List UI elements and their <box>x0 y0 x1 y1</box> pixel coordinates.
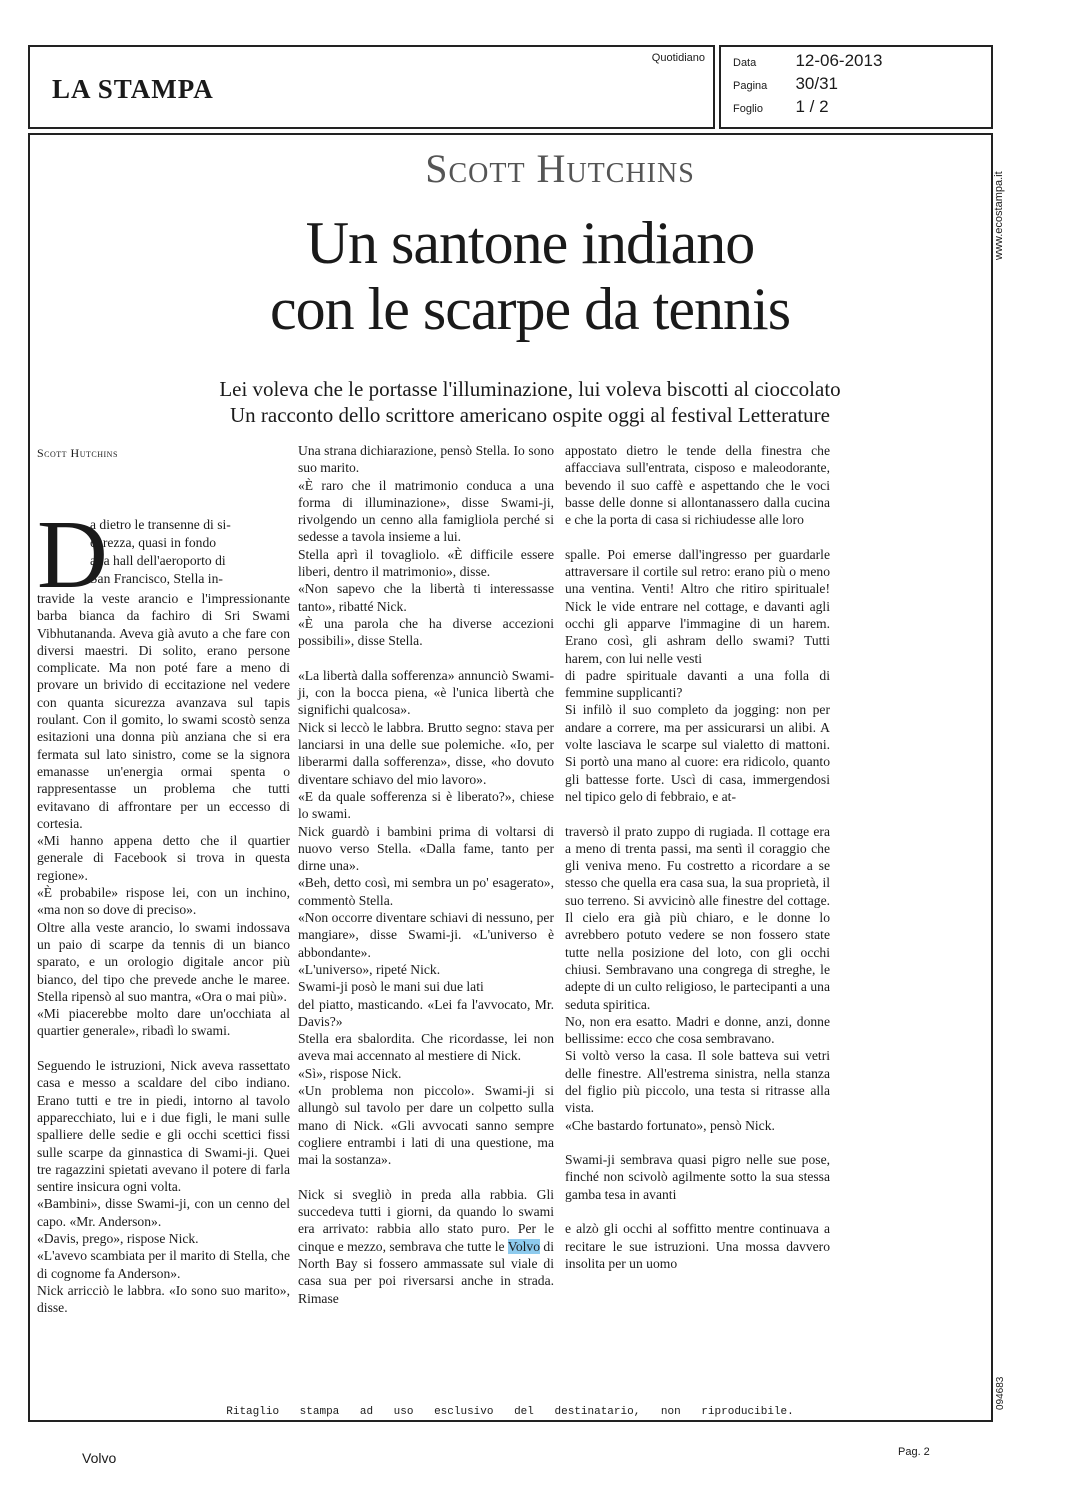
headline <box>30 210 1030 342</box>
date-value: 12-06-2013 <box>795 51 883 70</box>
sheet-label: Foglio <box>733 103 763 115</box>
dropcap-line-2: curezza, quasi in fondo <box>90 535 217 550</box>
article-column-3: appostato dietro le tende della finestra che affacciava sull'entrata, cisposo e maleodorante, bevendo il suo caffè e aspettando che le voci basse delle donne si allontanassero dalla cucina e che la porta di casa si richiudesse alle loro spalle. Poi emerse dall'ingresso per guardarle attraversare il cortile sul retro: erano più o meno una ventina. Venti! Altro che ritiro spirituale! Nick le vide entrare nel cottage, e davanti agli occhi gli apparve l'immagine di un harem. Erano così, gli ashram dello swami? Tutti harem, con lui nelle vesti di padre spirituale davanti a una folla di femmine supplicanti? Si infilò il suo completo da jogging: non per andare a correre, ma per assicurarsi un alibi. A volte lasciava le scarpe sul vialetto di mattoni. Si portò una mano al cuore: era ridicolo, quanto gli battesse forte. Uscì di casa, immergendosi nel tipico gelo di febbraio, e at- traversò il prato zuppo di rugiada. Il cottage era a meno di trenta passi, ma sentì il coraggio che gli veniva meno. Fu costretto a ricordare a se stesso che quella era casa sua, la sua proprietà, il suo terreno. Si avvicinò alle finestre del cottage. Il cielo era già più chiaro, e le donne lo avrebbero potuto vedere se non fossero state tutte nella posizione del loto, con gli occhi chiusi. Sembravano una congrega di streghe, le adepte di un culto religioso, le partecipanti a una seduta spiritica. No, non era esatto. Madri e donne, anzi, donne bellissime: ecco che cosa sembravano. Si voltò verso la casa. Il sole batteva sui vetri delle finestre. All'estrema sinistra, nella stanza del figlio più piccolo, una testa si ritrasse alla vista. «Che bastardo fortunato», pensò Nick. Swami-ji sembrava quasi pigro nelle sue pose, finché non scivolò agilmente sotto la sua stessa gamba tesa in avanti e alzò gli occhi al soffitto mentre continuava a recitare le sue istruzioni. Una mossa davvero insolita per un uomo <box>565 443 830 1271</box>
sheet-value: 1 / 2 <box>795 97 829 116</box>
column-2-text: Una strana dichiarazione, pensò Stella. Io sono suo marito. «È raro che il matrimonio conduca a una forma di illuminazione», disse Swami-ji, rivolgendo un cenno alla famigliola perché si sedesse a tavola insieme a lui. Stella aprì il tovagliolo. «È difficile essere liberi, dentro il matrimonio», disse. «Non sapevo che la libertà ti interessasse tanto», ribatté Nick. «È una parola che ha diverse accezioni possibili», disse Stella. «La libertà dalla sofferenza» annunciò Swami-ji, con la bocca piena, «è l'unica libertà che significhi qualcosa». Nick si leccò le labbra. Brutto segno: stava per lanciarsi in una delle sue polemiche. «Io, per liberarmi dalla sofferenza», disse, «ho dovuto diventare schiavo del mio lavoro». «E da quale sofferenza si è liberato?», chiese lo swami. Nick guardò i bambini prima di voltarsi di nuovo verso Stella. «Dalla fame, tanto per dirne una». «Beh, detto così, mi sembra un po' esagerato», commentò Stella. «Non occorre diventare schiavi di nessuno, per mangiare», disse Swami-ji. «L'universo è abbondante». «L'universo», ripeté Nick. Swami-ji posò le mani sui due lati del piatto, masticando. «Lei fa l'avvocato, Mr. Davis?» Stella era sbalordita. Che ricordasse, lei non aveva mai accennato al mestiere di Nick. «Sì», rispose Nick. «Un problema non piccolo». Swami-ji si allungò sul tavolo per dare un colpetto sulla mano di Nick. «Gli avvocati sanno sempre cogliere entrambi i lati di una questione, ma mai la sostanza». Nick si svegliò in preda alla rabbia. Gli succedeva tutti i giorni, da quando lo swami era arrivato: rabbia allo stato puro. Per le cinque e mezzo, sembrava che tutte le <box>298 443 554 1254</box>
brand-highlight: Volvo <box>507 1238 540 1254</box>
clipping-notice: Ritaglio stampa ad uso esclusivo del destinatario, non riproducibile. <box>226 1406 794 1418</box>
dropcap-line-3: alla hall dell'aeroporto di <box>90 553 226 568</box>
sheet-row <box>733 97 829 117</box>
subheadline <box>30 376 1030 428</box>
drop-cap-letter: D <box>37 501 108 609</box>
clip-code-vertical <box>990 1360 1014 1410</box>
metadata-box <box>719 45 993 129</box>
byline: Scott Hutchins <box>37 446 118 460</box>
dropcap-line-1: a dietro le transenne di si- <box>90 517 231 532</box>
page-value: 30/31 <box>795 74 838 93</box>
footer-page-number: Pag. 2 <box>898 1446 930 1458</box>
date-label: Data <box>733 57 757 69</box>
dropcap-line-4: San Francisco, Stella in- <box>90 571 223 586</box>
headline-line-2: con le scarpe da tennis <box>269 276 791 342</box>
page-label: Pagina <box>733 80 768 92</box>
author-heading: Scott Hutchins <box>425 146 695 191</box>
date-row <box>733 51 882 71</box>
article-column-1: travide la veste arancio e l'impressionante barba bianca da fachiro di Sri Swami Vibhutananda. Aveva già avuto a che fare con diversi maestri. Di solito, erano persone complicate. Ma non poté fare a meno di provare un brivido di eccitazione nel vedere con quanta sicurezza avanzava sul tapis roulant. Con il gomito, lo swami scostò senza esitazioni una donna più anziana che si era fermata sul lato sinistro, come se la signora emanasse un'energia ormai spenta o rappresentasse un problema che tutti evitavano di affrontare per un eccesso di cortesia. «Mi hanno appena detto che il quartier generale di Facebook si trova in questa regione». «È probabile» rispose lei, con un inchino, «ma non so dove di preciso». Oltre alla veste arancio, lo swami indossava un paio di scarpe da tennis di un bianco sparato, e un orologio digitale ancor più bianco, del tipo che prevede anche le maree. Stella ripensò al suo mantra, «Ora o mai più». «Mi piacerebbe molto dare un'occhiata al quartier generale», ribadì lo swami. Seguendo le istruzioni, Nick aveva rassettato casa e messo a scaldare del cibo indiano. Erano tutti e tre in piedi, intorno al tavolo apparecchiato, lui e i due figli, le mani sulle spalliere delle sedie e gli occhi scettici fissi sulle scarpe da ginnastica di Swami-ji. Quei tre ragazzini spietati avevano il potere di farla sentire insicura ogni volta. «Bambini», disse Swami-ji, con un cenno del capo. «Mr. Anderson». «Davis, prego», rispose Nick. «L'avevo scambiata per il marito di Stella, che di cognome fa Anderson». Nick arricciò le labbra. «Io sono suo marito», disse. <box>37 591 290 1316</box>
page-row <box>733 74 838 94</box>
clip-code-text: 094683 <box>995 1376 1006 1410</box>
headline-line-1: Un santone indiano <box>305 210 755 276</box>
website-text: www.ecostampa.it <box>993 171 1005 260</box>
footer-brand: Volvo <box>82 1450 117 1466</box>
subhead-line-2: Un racconto dello scrittore americano ospite oggi al festival Letterature <box>229 403 830 427</box>
drop-cap <box>37 501 108 609</box>
column-2-text-end: di North Bay si fossero ammassate sul viale di casa sua per poi riversarsi anche in strada. Rimase <box>298 1238 554 1306</box>
publication-type: Quotidiano <box>651 52 705 64</box>
article-column-2 <box>298 442 554 1307</box>
subhead-line-1: Lei voleva che le portasse l'illuminazione, lui voleva biscotti al cioccolato <box>219 377 841 401</box>
newspaper-logo: LA STAMPA <box>52 74 214 104</box>
